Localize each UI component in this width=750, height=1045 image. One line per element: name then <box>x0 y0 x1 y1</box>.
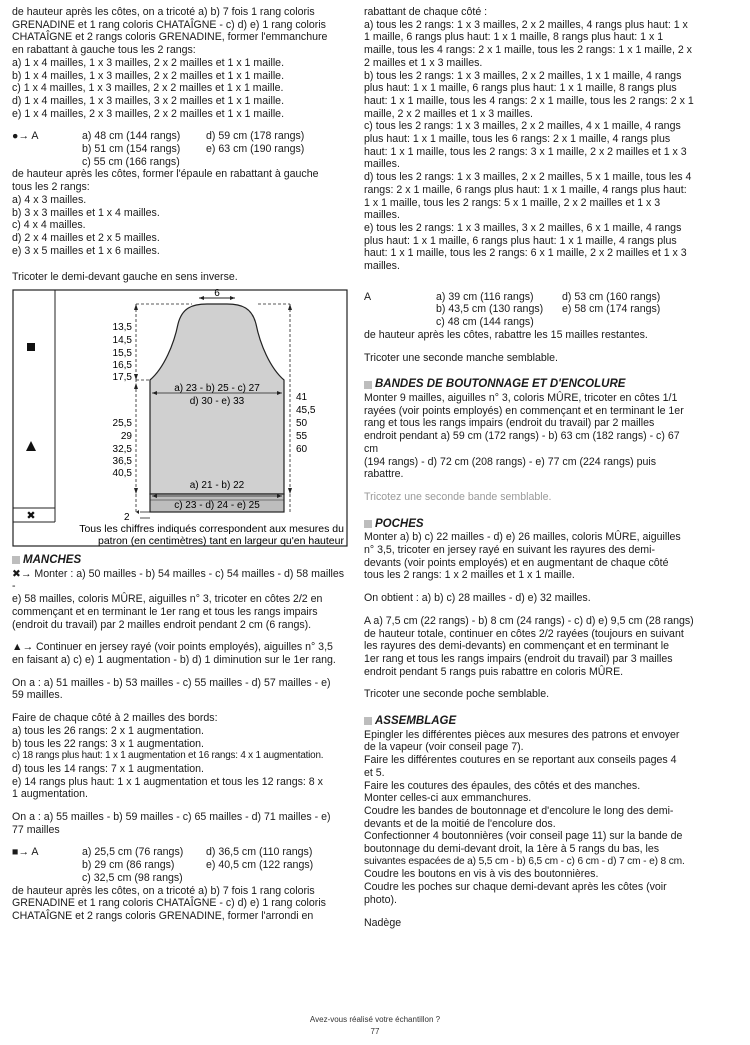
text-line: Confectionner 4 boutonnières (voir conseil page 11) sur la bande de <box>364 830 683 843</box>
text-line: Tricoter une seconde manche semblable. <box>364 351 558 364</box>
size-value: d) 59 cm (178 rangs) <box>206 130 305 143</box>
text-line: commençant et en terminant le 1er rang et tous les rangs impairs <box>12 605 318 618</box>
dim-rib-height: 2 <box>124 512 130 524</box>
text-line: e) 3 x 5 mailles et 1 x 6 mailles. <box>12 244 160 257</box>
text-line: mailles. <box>364 209 400 222</box>
dim-left-value: 40,5 <box>112 468 132 480</box>
text-line: Faire les coutures des épaules, des côtés et des manches. <box>364 779 641 792</box>
left-intro <box>12 6 349 120</box>
text-line: rayées (voir points employés) en commençant et en terminant le 1er <box>364 404 684 417</box>
text-line: 1 maille, 6 rangs plus haut: 1 x 1 maille, 8 rangs plus haut: 1 x 1 <box>364 31 664 44</box>
text-line: maille, 2 x 2 mailles et 1 x 3 mailles. <box>364 107 533 120</box>
dim-left-value: 15,5 <box>112 348 132 360</box>
text-line: tous les 2 rangs: <box>12 181 90 194</box>
size-table-sleeve <box>12 846 313 884</box>
section-assemblage-title <box>364 715 696 728</box>
text-line: c) tous les 2 rangs: 1 x 3 mailles, 2 x 2 mailles, 4 x 1 maille, 4 rangs <box>364 120 681 133</box>
text-line: (endroit du travail) par 2 mailles endroit pendant 2 cm (6 rangs). <box>12 618 312 631</box>
left-end-text <box>12 885 349 923</box>
text-line: Coudre les bandes de boutonnage et d'encolure le long des demi- <box>364 804 674 817</box>
text-line: e) 1 x 4 mailles, 2 x 3 mailles, 2 x 2 mailles et 1 x 1 maille. <box>12 107 285 120</box>
dim-top-width: 6 <box>214 288 220 300</box>
text-line: maille, tous les 4 rangs: 2 x 1 maille, tous les 2 rangs: 1 x 1 maille, 2 x <box>364 44 692 57</box>
size-value: e) 63 cm (190 rangs) <box>206 143 305 156</box>
marker-a: A <box>364 290 372 303</box>
text-line: Monter celles-ci aux emmanchures. <box>364 792 532 805</box>
text-line: plus haut: 1 x 1 maille, 6 rangs plus haut: 1 x 1 maille, 8 rangs plus <box>364 82 677 95</box>
text-line: haut: 1 x 1 maille, tous les 2 rangs: 3 x 1 maille, 2 x 2 mailles et 1 x 3 <box>364 145 687 158</box>
size-value: d) 36,5 cm (110 rangs) <box>206 846 313 859</box>
section-title: MANCHES <box>23 554 82 567</box>
dim-left-value: 13,5 <box>112 322 132 334</box>
text-line: de la vapeur (voir conseil page 7). <box>364 741 524 754</box>
text-line: c) 1 x 4 mailles, 1 x 3 mailles, 2 x 2 mailles et 1 x 1 maille. <box>12 82 284 95</box>
shoulder-text <box>12 168 349 257</box>
text-line: e) 58 mailles, coloris MÛRE, aiguilles n° 3, tricoter en côtes 2/2 en <box>12 593 323 606</box>
text-line: d) tous les 14 rangs: 7 x 1 augmentation. <box>12 762 204 775</box>
text-line: b) tous les 2 rangs: 1 x 3 mailles, 2 x 2 mailles, 1 x 1 maille, 4 rangs <box>364 69 682 82</box>
text-line: 1 x 1 maille, tous les 2 rangs: 5 x 1 maille, 2 x 2 mailles et 1 x 3 <box>364 196 661 209</box>
rabattant-text <box>364 6 696 273</box>
dim-left-value: 16,5 <box>112 360 132 372</box>
faire-text <box>12 712 349 801</box>
text-line: Tricoter une seconde poche semblable. <box>364 688 550 701</box>
dim-right-value: 50 <box>296 418 308 430</box>
section-bandes-title <box>364 378 696 391</box>
poches-text <box>364 531 696 582</box>
text-line: devants et de la moitié de l'encolure dos. <box>364 817 556 830</box>
dim-left-value: 29 <box>120 431 132 443</box>
text-line: Tricotez une seconde bande semblable. <box>364 490 552 503</box>
text-line: de hauteur après les côtes, on a tricoté a) b) 7 fois 1 rang coloris <box>12 6 315 18</box>
page-number: 77 <box>370 1027 380 1036</box>
text-line: haut: 1 x 1 maille, tous les 2 rangs: 6 x 1 maille, 2 x 2 mailles et 1 x 3 <box>364 247 687 260</box>
text-line: Monter a) b) c) 22 mailles - d) e) 26 mailles, coloris MÛRE, aiguilles <box>364 531 681 544</box>
text-line: devants (voir points employés) et en augmentant de chaque côté <box>364 556 669 569</box>
cross-marker-icon: ✖ <box>26 510 36 523</box>
text-line: 2 mailles et 1 x 3 mailles. <box>364 56 483 69</box>
text-line: e) 14 rangs plus haut: 1 x 1 augmentation et tous les 12 rangs: 8 x <box>12 775 323 788</box>
dim-left-value: 36,5 <box>112 456 132 468</box>
demi-devant-note: Tricoter le demi-devant gauche en sens inverse. <box>12 271 238 284</box>
bandes-text <box>364 392 696 481</box>
size-value: c) 48 cm (144 rangs) <box>436 316 534 329</box>
text-line: tous les 2 rangs: 1 x 2 mailles et 1 x 1 maille. <box>364 569 575 582</box>
text-line: 1er rang et tous les rangs impairs (endroit du travail) par 3 mailles <box>364 652 673 665</box>
text-line: en rabattant à gauche tous les 2 rangs: <box>12 44 196 57</box>
text-line: n° 3,5, tricoter en jersey rayé en suivant les rayures des demi- <box>364 544 655 557</box>
text-line: d) tous les 2 rangs: 1 x 3 mailles, 2 x 2 mailles, 5 x 1 maille, tous les 4 <box>364 171 692 184</box>
dim-right-value: 55 <box>296 431 308 443</box>
text-line: On obtient : a) b) c) 28 mailles - d) e) 32 mailles. <box>364 592 591 605</box>
text-line: c) 4 x 4 mailles. <box>12 219 86 232</box>
text-line: plus haut: 1 x 1 maille, tous les 6 rangs: 2 x 1 maille, 4 rangs plus <box>364 133 671 146</box>
diagram-caption: patron (en centimètres) tant en largeur qu'en hauteur <box>98 535 344 548</box>
text-line: b) tous les 22 rangs: 3 x 1 augmentation. <box>12 737 204 750</box>
text-line: A a) 7,5 cm (22 rangs) - b) 8 cm (24 rangs) - c) d) e) 9,5 cm (28 rangs) <box>364 614 694 627</box>
text-line: CHATAÎGNE et 2 rangs coloris GRENADINE, former l'emmanchure <box>12 31 328 44</box>
text-line: mailles. <box>364 158 400 171</box>
text-line: 77 mailles <box>12 823 60 836</box>
text-line: Faire de chaque côté à 2 mailles des bords: <box>12 712 218 725</box>
section-manches-title <box>12 554 349 567</box>
text-line: mailles. <box>364 260 400 273</box>
text-line: de hauteur après les côtes, former l'épaule en rabattant à gauche <box>12 168 319 181</box>
signature: Nadège <box>364 916 402 929</box>
dim-right-value: 41 <box>296 392 308 404</box>
text-line: boutonnage du demi-devant droit, la 1ère à 5 rangs du bas, les <box>364 843 660 856</box>
text-line: b) 3 x 3 mailles et 1 x 4 mailles. <box>12 206 160 219</box>
text-line: de hauteur après les côtes, on a tricoté a) b) 7 fois 1 rang coloris <box>12 884 315 897</box>
text-line: GRENADINE et 1 rang coloris CHATAÎGNE - c) d) e) 1 rang coloris <box>12 897 326 910</box>
size-value: e) 40,5 cm (122 rangs) <box>206 859 314 872</box>
text-line: a) 4 x 3 mailles. <box>12 193 87 206</box>
dim-left-value: 17,5 <box>112 372 132 384</box>
text-line: GRENADINE et 1 rang coloris CHATAÎGNE - c) d) e) 1 rang coloris <box>12 18 326 31</box>
size-value: b) 29 cm (86 rangs) <box>82 859 175 872</box>
diagram-caption: Tous les chiffres indiqués correspondent aux mesures du <box>79 523 344 536</box>
section-square-icon <box>12 556 20 564</box>
size-value: b) 51 cm (154 rangs) <box>82 143 181 156</box>
size-value: a) 25,5 cm (76 rangs) <box>82 846 184 859</box>
size-value: c) 55 cm (166 rangs) <box>82 155 180 168</box>
text-line: Monter 9 mailles, aiguilles n° 3, coloris MÛRE, tricoter en côtes 1/1 <box>364 391 678 404</box>
text-line: a) tous les 26 rangs: 2 x 1 augmentation. <box>12 724 204 737</box>
text-line: d) 1 x 4 mailles, 1 x 3 mailles, 3 x 2 mailles et 1 x 1 maille. <box>12 94 285 107</box>
assemblage-text <box>364 729 696 907</box>
size-value: c) 32,5 cm (98 rangs) <box>82 871 183 884</box>
text-line: On a : a) 55 mailles - b) 59 mailles - c) 65 mailles - d) 71 mailles - e) <box>12 811 331 824</box>
marker-square-a: ■→ A <box>12 846 39 859</box>
text-line: Coudre les poches sur chaque demi-devant après les côtes (voir <box>364 881 667 894</box>
square-marker-icon <box>27 343 35 351</box>
text-line: les rayures des demi-devants) en commençant et en terminant le <box>364 640 670 653</box>
dim-right-value: 60 <box>296 444 308 456</box>
section-square-icon <box>364 381 372 389</box>
text-line: suivantes espacées de a) 5,5 cm - b) 6,5 cm - c) 6 cm - d) 7 cm - e) 8 cm. <box>364 855 685 867</box>
left-column <box>12 6 349 923</box>
manches-text <box>12 568 349 632</box>
text-line: a) 1 x 4 mailles, 1 x 3 mailles, 2 x 2 mailles et 1 x 1 maille. <box>12 56 285 69</box>
text-line: Coudre les boutons en vis à vis des boutonnières. <box>364 868 599 881</box>
text-line: a) tous les 2 rangs: 1 x 3 mailles, 2 x 2 mailles, 4 rangs plus haut: 1 x <box>364 18 688 31</box>
section-square-icon <box>364 717 372 725</box>
section-title: BANDES DE BOUTONNAGE ET D'ENCOLURE <box>375 378 626 391</box>
triangle-marker-icon <box>26 441 36 451</box>
text-line: endroit pendant a) 59 cm (172 rangs) - b) 63 cm (182 rangs) - c) 67 cm <box>364 430 680 455</box>
text-line: CHATAÎGNE et 2 rangs coloris GRENADINE, former l'arrondi en <box>12 909 314 922</box>
size-value: b) 43,5 cm (130 rangs) <box>436 303 544 316</box>
aa-text <box>364 615 696 679</box>
text-line: e) tous les 2 rangs: 1 x 3 mailles, 3 x 2 mailles, 6 x 1 maille, 4 rangs <box>364 221 682 234</box>
sleeve-pattern-diagram <box>12 286 349 548</box>
text-line: 1 augmentation. <box>12 788 88 801</box>
text-line: et 5. <box>364 766 385 779</box>
size-value: a) 39 cm (116 rangs) <box>436 290 534 303</box>
size-table-sleeve-cap <box>364 291 660 329</box>
text-line: rang et tous les rangs impairs (endroit du travail) par 2 mailles <box>364 417 655 430</box>
text-line: d) 2 x 4 mailles et 2 x 5 mailles. <box>12 231 160 244</box>
dim-left-value: 14,5 <box>112 335 132 347</box>
dim-lower-width: c) 23 - d) 24 - e) 25 <box>174 500 260 512</box>
size-table-shoulder <box>12 130 304 168</box>
section-title: POCHES <box>375 517 424 530</box>
text-line: Faire les différentes coutures en se reportant aux conseils pages 4 <box>364 754 677 767</box>
text-line: rabattant de chaque côté : <box>364 6 488 18</box>
dim-right-value: 45,5 <box>296 405 316 417</box>
marker-circle-a: ●→ A <box>12 130 39 143</box>
text-line: plus haut: 1 x 1 maille, 6 rangs plus haut: 1 x 1 maille, 4 rangs plus <box>364 234 677 247</box>
text-line: en faisant a) c) e) 1 augmentation - b) d) 1 diminution sur le 1er rang. <box>12 653 336 666</box>
size-value: a) 48 cm (144 rangs) <box>82 130 181 143</box>
right-column <box>364 6 696 929</box>
size-value: d) 53 cm (160 rangs) <box>562 290 661 303</box>
text-line: 59 mailles. <box>12 689 63 702</box>
section-square-icon <box>364 520 372 528</box>
dim-upper-width: d) 30 - e) 33 <box>189 396 245 408</box>
on-a-2 <box>12 811 349 836</box>
text-line: On a : a) 51 mailles - b) 53 mailles - c) 55 mailles - d) 57 mailles - e) <box>12 676 331 689</box>
text-line: c) 18 rangs plus haut: 1 x 1 augmentation et 16 rangs: 4 x 1 augmentation. <box>12 750 324 762</box>
text-line: rabattre. <box>364 468 404 481</box>
section-poches-title <box>364 518 696 531</box>
dim-left-value: 32,5 <box>112 444 132 456</box>
text-line: de hauteur totale, continuer en côtes 2/2 rayées (toujours en suivant <box>364 627 684 640</box>
text-line: photo). <box>364 893 397 906</box>
size-value: e) 58 cm (174 rangs) <box>562 303 661 316</box>
text-line: (194 rangs) - d) 72 cm (208 rangs) - e) 77 cm (224 rangs) puis <box>364 455 657 468</box>
text-line: endroit pendant 5 rangs puis rabattre en coloris MÛRE. <box>364 665 624 678</box>
dim-lower-width: a) 21 - b) 22 <box>189 480 245 492</box>
on-a-1 <box>12 677 349 702</box>
text-line: Epingler les différentes pièces aux mesures des patrons et envoyer <box>364 728 680 741</box>
text-line: haut: 1 x 1 maille, tous les 4 rangs: 2 x 1 maille, tous les 2 rangs: 2 x 1 <box>364 94 694 107</box>
footer-question: Avez-vous réalisé votre échantillon ? <box>309 1015 441 1024</box>
text-line: rangs: 2 x 1 maille, 6 rangs plus haut: 1 x 1 maille, 4 rangs plus haut: <box>364 183 687 196</box>
text-line: ▲→ Continuer en jersey rayé (voir points employés), aiguilles n° 3,5 <box>12 641 333 654</box>
dim-left-value: 25,5 <box>112 418 132 430</box>
text-line: de hauteur après les côtes, rabattre les 15 mailles restantes. <box>364 328 648 341</box>
text-line: b) 1 x 4 mailles, 1 x 3 mailles, 2 x 2 mailles et 1 x 1 maille. <box>12 69 285 82</box>
text-line: ✖→ Monter : a) 50 mailles - b) 54 mailles - c) 54 mailles - d) 58 mailles - <box>12 567 345 593</box>
continuer-text <box>12 641 349 666</box>
section-title: ASSEMBLAGE <box>375 715 457 728</box>
dim-upper-width: a) 23 - b) 25 - c) 27 <box>174 383 260 395</box>
